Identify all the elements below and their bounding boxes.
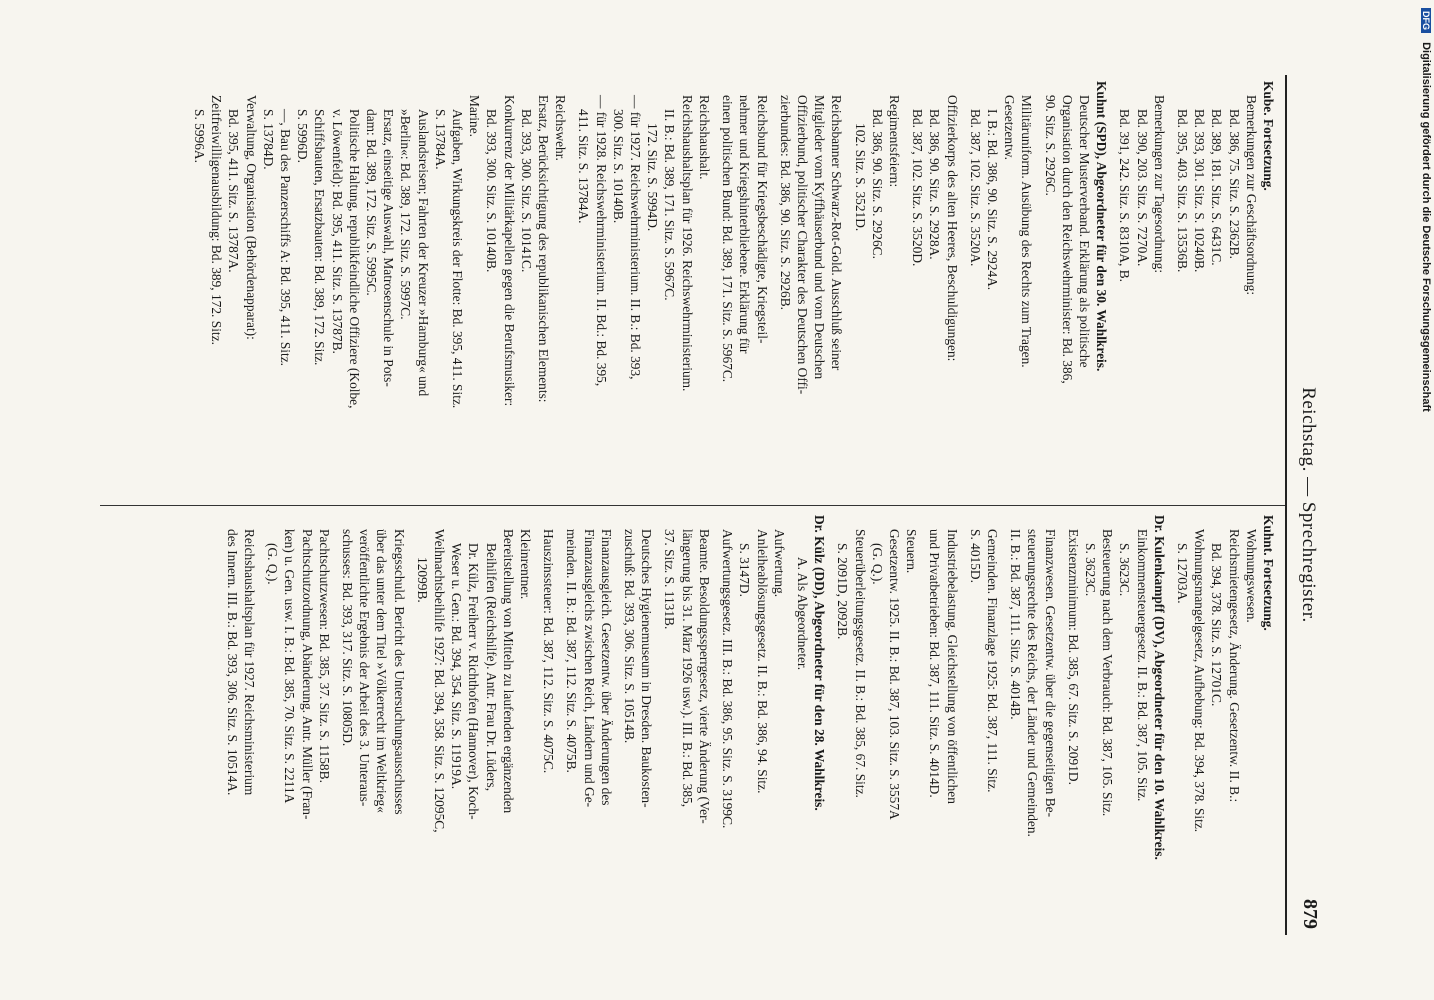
funding-text: Digitalisierung gefördert durch die Deutsche Forschungsgemeinschaft <box>1420 42 1432 412</box>
register-entry <box>621 515 655 927</box>
funding-sidebar <box>1418 8 1434 998</box>
entry-line: Militäruniform. Ausübung des Rechts zum Tragen. <box>1019 95 1035 368</box>
page-number: 879 <box>1299 899 1321 929</box>
entry-line: v. Löwenfeld): Bd. 395, 411. Sitz. S. 13787B. <box>329 109 345 354</box>
register-entry <box>1041 81 1110 493</box>
entry-line: Organisation durch den Reichswehrminister: Bd. 386, <box>1059 95 1075 384</box>
entry-line: »Berlin«: Bd. 389, 172. Sitz. S. 5997C. <box>398 109 414 320</box>
entry-line: 12099B. <box>414 557 430 603</box>
entry-line: Gesetzentw. 1925. II. B.: Bd. 387, 103. Sitz. S. 3557A <box>886 529 902 820</box>
entry-line: und Privatbetrieben: Bd. 387, 111. Sitz. S. 4014D. <box>927 529 943 798</box>
entry-line: zierbundes: Bd. 386, 90. Sitz. S. 2926B. <box>777 95 793 310</box>
entry-line: Ersatz, einseitige Auswahl, Matrosenschule in Pots- <box>381 109 397 387</box>
entry-line: Anleiheablösungsgesetz. II. B.: Bd. 386, 94. Sitz. <box>754 529 770 794</box>
entry-line: Reichsbund für Kriegsbeschädigte, Kriegsteil- <box>754 95 770 344</box>
entry-line: (G. Q.). <box>869 543 885 585</box>
entry-line: Bd. 395, 403. Sitz. S. 13536B. <box>1174 109 1190 273</box>
entry-line: Kube. Fortsetzung. <box>1261 81 1276 191</box>
entry-line: S. 12703A. <box>1174 543 1190 604</box>
entry-line: II. B.: Bd. 389, 171. Sitz. S. 5967C. <box>662 109 678 301</box>
entry-line: Mitglieder vom Kyffhäuserbund und vom Deutschen <box>812 95 828 380</box>
header-rule <box>1285 75 1287 935</box>
entry-line: S. 4015D. <box>967 529 983 583</box>
entry-line: S. 13784D. <box>260 109 276 170</box>
register-entry <box>719 515 788 927</box>
entry-line: S. 3623C. <box>1082 543 1098 597</box>
entry-line: Bd. 395, 411. Sitz. S. 13787A. <box>226 109 242 273</box>
entry-line: Steuern. <box>904 529 920 574</box>
entry-line: Kleinrentner. <box>518 529 534 600</box>
entry-line: Bd. 393, 300. Sitz. S. 10140B. <box>484 109 500 273</box>
entry-line: Konkurrenz der Militärkapellen gegen die Berufsmusiker: <box>501 95 517 407</box>
entry-line: Wohnungswesen. <box>1243 529 1259 623</box>
entry-line: Regimentsfeiern: <box>886 95 902 188</box>
entry-line: S. 3623C. <box>1117 543 1133 597</box>
register-entry <box>1174 81 1277 493</box>
entry-line: Finanzwesen. Gesetzentw. über die gegenseitigen Be- <box>1042 529 1058 818</box>
entry-line: Dr. Kulenkampff (DV), Abgeordneter für den 10. Wahlkreis. <box>1151 515 1167 860</box>
register-entry <box>264 515 333 927</box>
entry-line: Politische Haltung, republikfeindliche Offiziere (Kolbe, <box>346 109 362 409</box>
entry-line: Wohnungsmangelgesetz, Aufhebung: Bd. 394, 378. Sitz. <box>1192 529 1208 833</box>
register-entry <box>926 515 960 927</box>
entry-line: Kriegsschuld. Bericht des Untersuchungsausschusses <box>391 529 407 815</box>
register-entry <box>575 81 713 493</box>
register-entry <box>834 515 920 927</box>
entry-line: Dr. Külz (DD), Abgeordneter für den 28. Wahlkreis. <box>812 515 828 811</box>
register-entry <box>967 515 1001 927</box>
entry-line: zuschuß: Bd. 393, 306. Sitz. S. 10514B. <box>622 529 638 744</box>
entry-line: Besteuerung nach dem Verbrauch: Bd. 387, 105. Sitz. <box>1100 529 1116 817</box>
entry-line: dam: Bd. 389, 172. Sitz. S. 5995C. <box>364 109 380 296</box>
entry-line: Bd. 391, 242. Sitz. S. 8310A, B. <box>1117 109 1133 282</box>
entry-line: Bd. 393, 301. Sitz. S. 10240B. <box>1192 109 1208 273</box>
entry-line: Kuhnt. Fortsetzung. <box>1261 515 1276 631</box>
entry-line: Offizierkorps des alten Heeres, Beschuldigungen: <box>944 95 960 362</box>
left-column <box>185 81 1277 493</box>
entry-line: Verwaltung, Organisation (Behördenapparat): <box>243 95 259 340</box>
entry-line: Reichshaushaltsplan für 1927. Reichsministerium <box>242 529 258 796</box>
entry-line: S. 5996D. <box>295 109 311 163</box>
entry-line: (G. Q.). <box>265 543 281 585</box>
entry-line: schusses: Bd. 393, 317. Sitz. S. 10805D. <box>340 529 356 747</box>
entry-line: 102. Sitz. S. 3521D. <box>852 123 868 232</box>
entry-line: Bemerkungen zur Geschäftsordnung: <box>1243 95 1259 296</box>
entry-line: Offizierbund, politischer Charakter des Deutschen Offi- <box>794 95 810 395</box>
running-title: Reichstag. — Sprechregister. <box>1298 387 1319 623</box>
entry-line: Reichshaushalt. <box>696 95 712 180</box>
entry-line: ken) u. Gen. usw. I. B.: Bd. 385, 70. Sitz. S. 2211A <box>282 529 298 804</box>
entry-line: Bemerkungen zur Tagesordnung: <box>1151 95 1167 274</box>
entry-line: Bd. 393, 300. Sitz. S. 10141C. <box>518 109 534 273</box>
register-entry <box>661 515 713 927</box>
entry-line: Auslandsreisen; Fahrten der Kreuzer »Hamburg« und <box>415 109 431 397</box>
entry-line: S. 3147D. <box>737 543 753 597</box>
register-entry <box>777 81 846 493</box>
entry-line: Kuhnt (SPD), Abgeordneter für den 30. Wahlkreis. <box>1094 81 1110 372</box>
register-entry <box>1007 515 1059 927</box>
entry-line: veröffentlichte Ergebnis der Arbeit des 3. Unteraus- <box>357 529 373 807</box>
entry-line: Pachtschutzwesen: Bd. 385, 37. Sitz. S. 1158B. <box>316 529 332 783</box>
entry-line: S. 5996A. <box>192 109 208 163</box>
register-entry <box>851 81 903 493</box>
entry-line: II. B.: Bd. 387, 111. Sitz. S. 4014B. <box>1008 529 1024 720</box>
entry-line: Weser u. Gen.: Bd. 394, 354. Sitz. S. 11919A. <box>449 543 465 790</box>
register-entry <box>909 81 961 493</box>
entry-line: Bd. 390, 203. Sitz. S. 7270A. <box>1134 109 1150 267</box>
register-entry <box>1116 81 1168 493</box>
entry-line: Existenzminimum: Bd. 385, 67. Sitz. S. 2091D. <box>1065 529 1081 785</box>
register-entry <box>191 81 569 493</box>
entry-line: Reichsbanner Schwarz-Rot-Gold. Ausschluß seiner <box>829 95 845 371</box>
entry-line: S. 13784A. <box>432 109 448 170</box>
entry-line: 172. Sitz. S. 5994D. <box>645 123 661 232</box>
entry-line: Finanzausgleichs zwischen Reich, Ländern und Ge- <box>581 529 597 808</box>
register-entry <box>719 81 771 493</box>
entry-line: Reichswehr. <box>553 95 569 161</box>
entry-line: 411. Sitz. S. 13784A. <box>576 109 592 224</box>
entry-line: 37. Sitz. S. 1131B. <box>662 529 678 630</box>
entry-line: Aufwertung. <box>771 529 787 598</box>
entry-line: Bd. 386, 75. Sitz. S. 2362B. <box>1226 109 1242 259</box>
funding-note <box>1416 8 1432 998</box>
entry-line: Hauszinssteuer: Bd. 387, 112. Sitz. S. 4075C. <box>541 529 557 774</box>
entry-line: Finanzausgleich. Gesetzentw. über Änderungen des <box>598 529 614 806</box>
entry-line: Gesetzentw. <box>1002 95 1018 160</box>
right-column <box>218 515 1277 927</box>
register-entry <box>414 515 534 927</box>
entry-line: Bd. 386, 90. Sitz. S. 2928A. <box>927 109 943 260</box>
entry-line: nehmer und Kriegshinterbliebene. Erklärung für <box>737 95 753 354</box>
entry-line: Reichsmietengesetz, Änderung. Gesetzentw. II. B.: <box>1226 529 1242 803</box>
entry-line: Ersatz, Berücksichtigung des republikanischen Elements: <box>536 95 552 403</box>
entry-line: Deutsches Hygienemuseum in Dresden. Baukosten- <box>639 529 655 808</box>
entry-line: Bd. 387, 102. Sitz. S. 3520A. <box>967 109 983 267</box>
entry-line: — für 1928. Reichswehrministerium. II. Bd.: Bd. 395, <box>593 95 609 387</box>
entry-line: S. 2091D, 2092B. <box>835 543 851 640</box>
entry-line: längerung bis 31. März 1926 usw.). III. B.: Bd. 385, <box>679 529 695 808</box>
register-entry <box>540 515 557 927</box>
entry-line: —, Bau des Panzerschiffs A: Bd. 395, 411. Sitz. <box>278 109 294 367</box>
dfg-logo: DFG <box>1421 8 1431 33</box>
register-entry <box>339 515 408 927</box>
entry-line: Beihilfen (Reichshilfe). Antr. Frau Dr. Lüders, <box>483 543 499 792</box>
entry-line: Marine. <box>467 95 483 138</box>
entry-line: des Innern. III. B.: Bd. 393, 306. Sitz. S. 10514A. <box>224 529 240 796</box>
entry-line: Schiffsbauten, Ersatzbauten: Bd. 389, 172. Sitz. <box>312 109 328 366</box>
entry-line: A. Als Abgeordneter. <box>794 557 810 671</box>
rotated-page-area <box>90 75 1325 935</box>
entry-line: Bd. 386, 90. Sitz. S. 2926C. <box>869 109 885 259</box>
column-divider <box>100 505 1285 506</box>
entry-line: Aufwertungsgesetz. III. B.: Bd. 386, 95. Sitz. S. 3199C. <box>720 529 736 829</box>
entry-line: Pachtschutzordnung, Abänderung. Antr. Müller (Fran- <box>299 529 315 820</box>
entry-line: Bd. 389, 181. Sitz. S. 6431C. <box>1209 109 1225 266</box>
register-entry <box>224 515 258 927</box>
entry-line: 90. Sitz. S. 2926C. <box>1042 95 1058 196</box>
entry-line: einen politischen Bund: Bd. 389, 171. Sitz. S. 5967C. <box>720 95 736 383</box>
register-entry <box>1065 515 1168 927</box>
entry-line: Deutscher Musterverband. Erklärung als politische <box>1076 95 1092 368</box>
entry-line: Steuerüberleitungsgesetz. II. B.: Bd. 385, 67. Sitz. <box>852 529 868 798</box>
entry-line: Einkommensteuergesetz. II. B.: Bd. 387, 105. Sitz. <box>1134 529 1150 802</box>
entry-line: I. B.: Bd. 386, 90. Sitz. S. 2924A. <box>984 109 1000 291</box>
entry-line: über das unter dem Titel »Völkerrecht im Weltkrieg« <box>374 529 390 813</box>
entry-line: Aufgaben, Wirkungskreis der Flotte: Bd. 395, 411. Sitz. <box>450 109 466 409</box>
entry-line: Bd. 387, 102. Sitz. S. 3520D. <box>910 109 926 267</box>
entry-line: Gemeinden. Finanzlage 1925: Bd. 387, 111. Sitz. <box>984 529 1000 793</box>
entry-line: Industriebelastung. Gleichstellung von öffentlichen <box>944 529 960 804</box>
register-entry <box>1174 515 1277 927</box>
register-entry <box>967 81 1036 493</box>
entry-line: Bd. 394, 378. Sitz. S. 12701C. <box>1209 543 1225 707</box>
entry-line: Zeitfreiwilligenausbildung: Bd. 389, 172. Sitz. <box>209 95 225 345</box>
entry-line: Weihnachtsbeihilfe 1927: Bd. 394, 358. Sitz. S. 12095C, <box>432 529 448 833</box>
page-header <box>1289 75 1325 935</box>
page-content <box>90 75 1325 935</box>
entry-line: Dr. Külz, Freiherr v. Richthofen (Hannover), Koch- <box>466 543 482 820</box>
register-entry <box>563 515 615 927</box>
entry-line: Beamte. Besoldungssperrgesetz, vierte Änderung (Ver- <box>696 529 712 824</box>
entry-line: Reichshaushaltsplan für 1926. Reichswehrministerium. <box>679 95 695 392</box>
entry-line: 300. Sitz. S. 10140B. <box>610 109 626 224</box>
register-entry <box>794 515 828 927</box>
entry-line: — für 1927. Reichswehrministerium. II. B.: Bd. 393, <box>628 95 644 380</box>
entry-line: steuerungsrechte des Reichs, der Länder und Gemeinden. <box>1025 529 1041 837</box>
entry-line: Bereitstellung von Mitteln zu laufenden ergänzenden <box>500 529 516 814</box>
entry-line: meinden. II. B.: Bd. 387, 112. Sitz. S. 4075B. <box>564 529 580 773</box>
